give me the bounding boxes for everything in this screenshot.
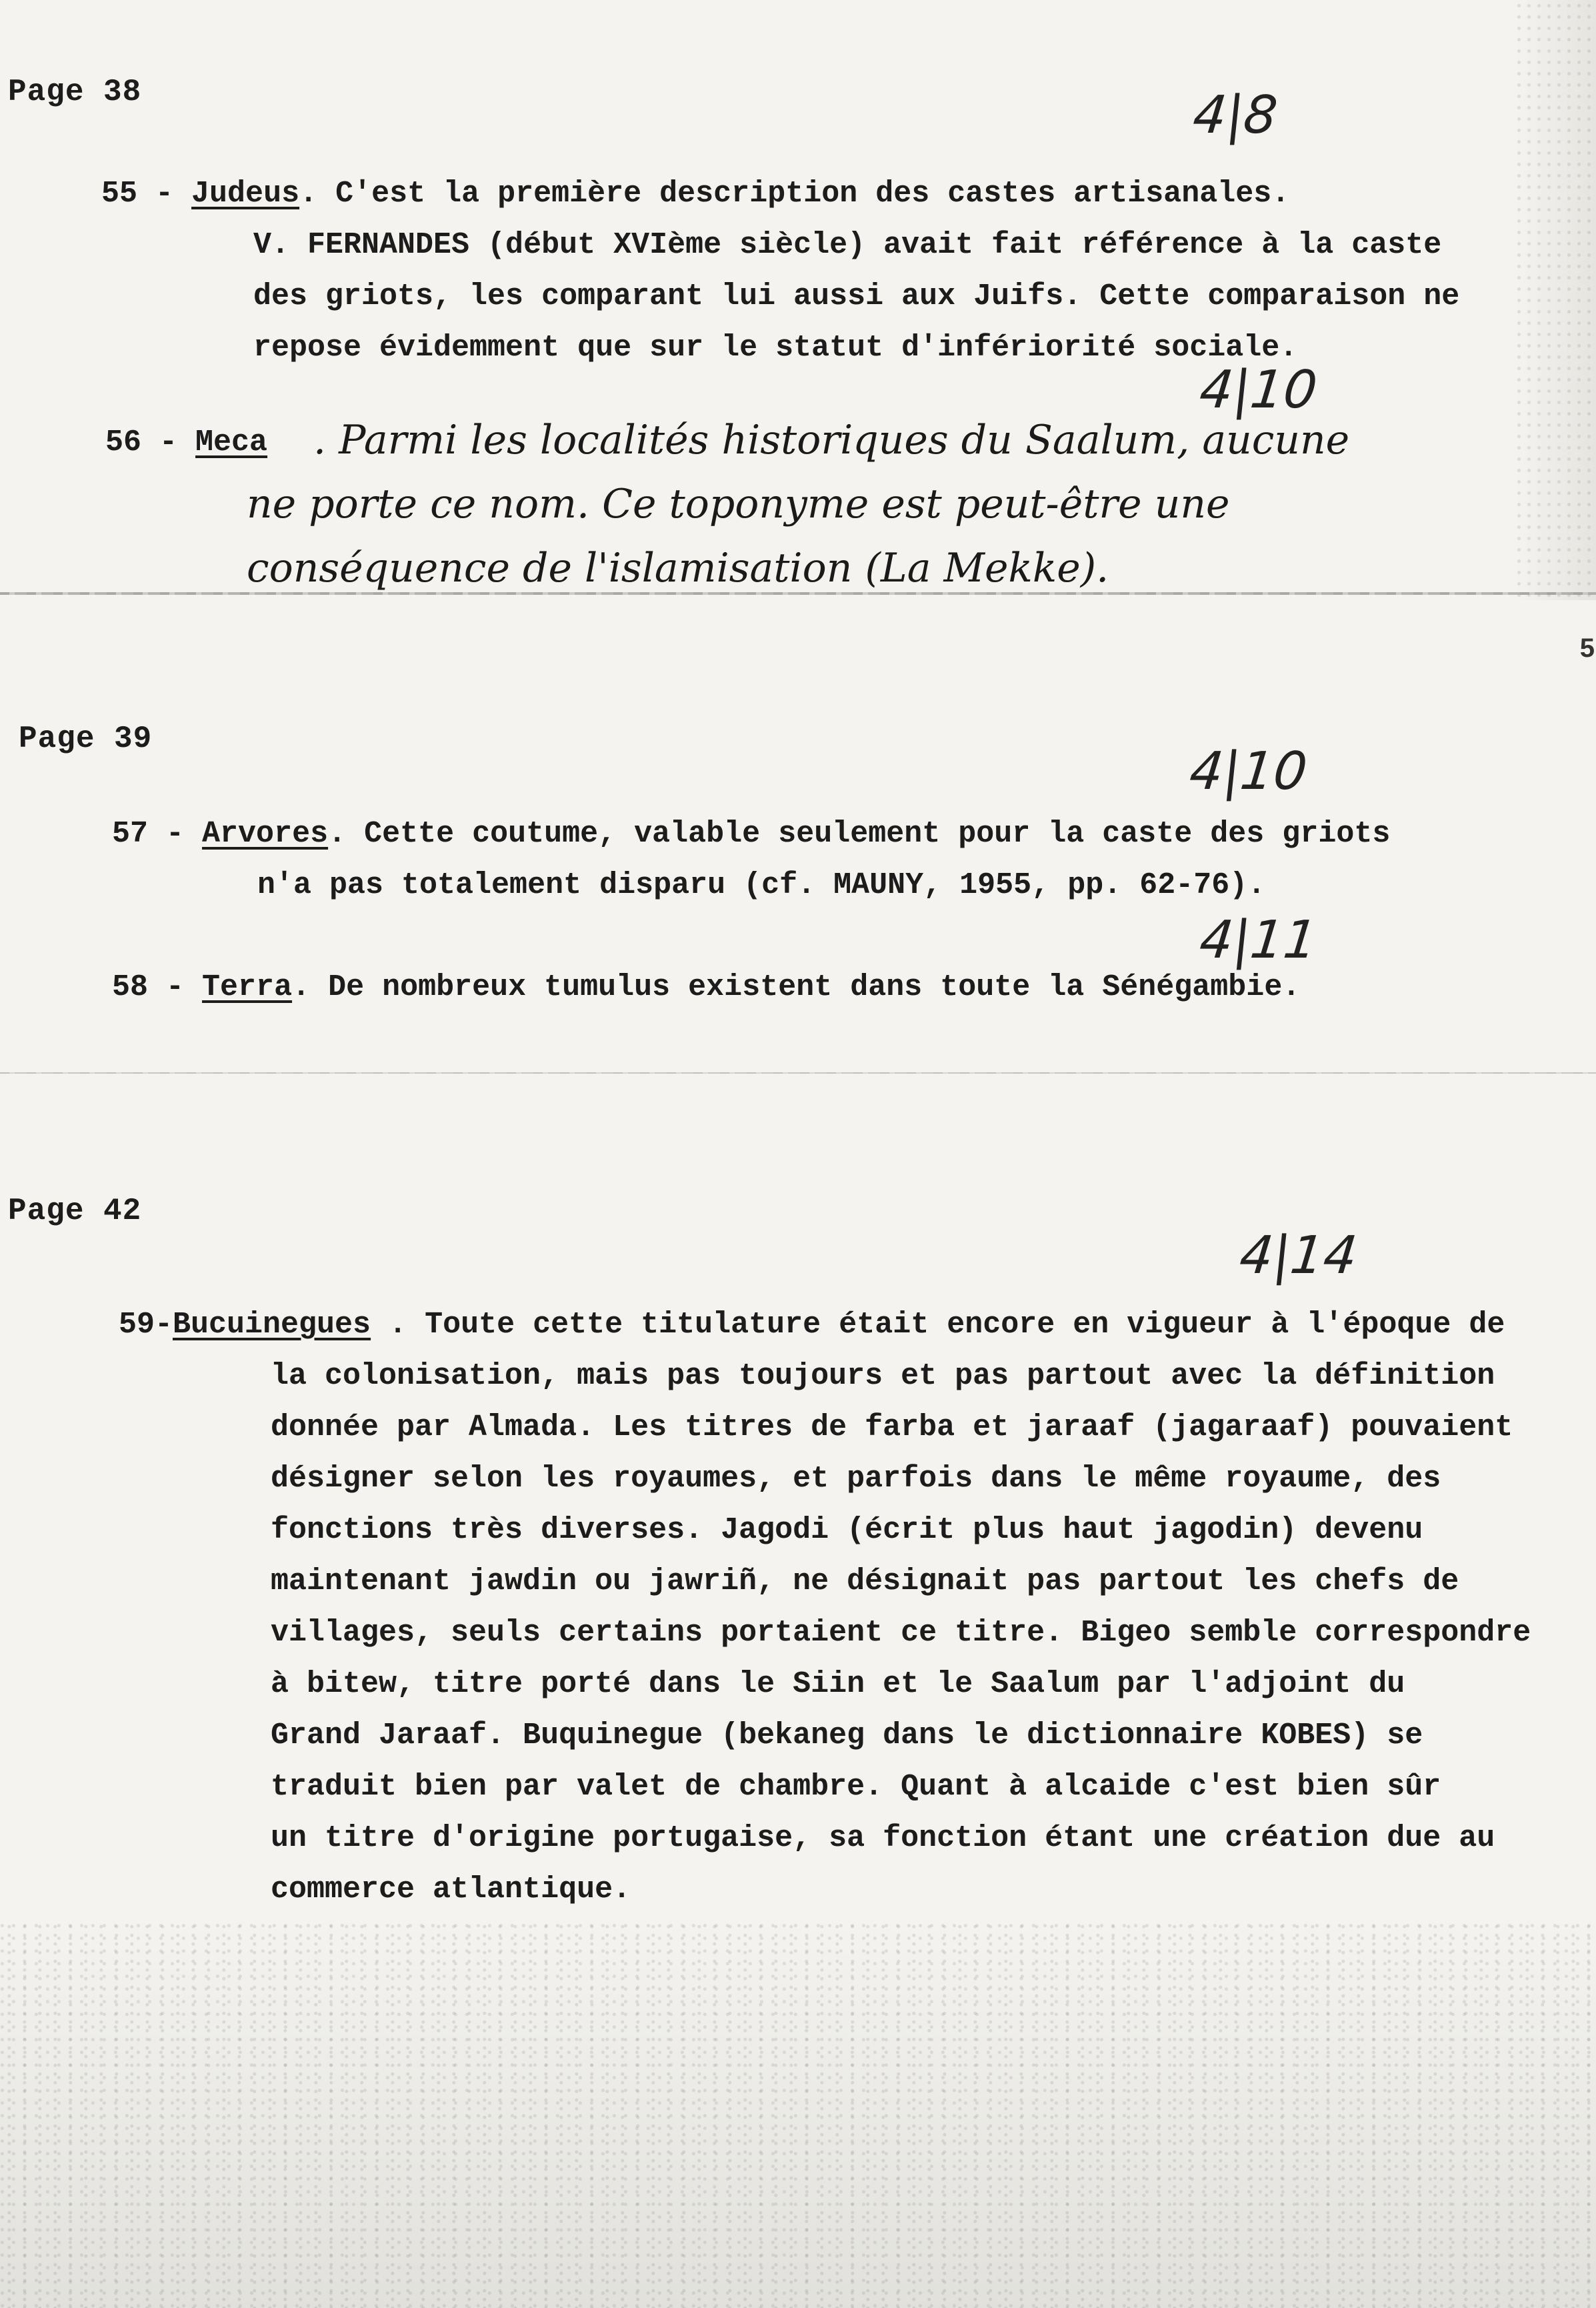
note-keyword: Terra [202, 970, 293, 1004]
note-line: Grand Jaraaf. Buquinegue (bekaneg dans le dictionnaire KOBES) se [271, 1718, 1423, 1753]
folio-number: 4|14 [1237, 1226, 1360, 1286]
note-line: à bitew, titre porté dans le Siin et le Saalum par l'adjoint du [271, 1667, 1405, 1701]
note-keyword: Meca [195, 425, 268, 459]
note-55 [101, 168, 1459, 373]
edge-mark: 5 [1579, 634, 1595, 663]
note-line: traduit bien par valet de chambre. Quant à alcaide c'est bien sûr [271, 1770, 1441, 1804]
note-line: . Cette coutume, valable seulement pour la caste des griots [328, 817, 1391, 851]
handwritten-line: . Parmi les localités historiques du Saalum, aucune [313, 417, 1350, 463]
note-number: 57 - [112, 817, 185, 851]
handwritten-line: ne porte ce nom. Ce toponyme est peut-être une [247, 481, 1230, 527]
handwritten-line: conséquence de l'islamisation (La Mekke). [247, 545, 1109, 592]
note-number: 58 - [112, 970, 185, 1004]
paper-edge-texture [1516, 0, 1596, 600]
note-57 [112, 808, 1390, 911]
note-line: commerce atlantique. [271, 1873, 631, 1907]
note-line: donnée par Almada. Les titres de farba et jaraaf (jagaraaf) pouvaient [271, 1410, 1513, 1444]
note-line: fonctions très diverses. Jagodi (écrit plus haut jagodin) devenu [271, 1513, 1423, 1547]
note-line: désigner selon les royaumes, et parfois dans le même royaume, des [271, 1462, 1441, 1496]
note-59 [119, 1299, 1531, 1915]
folio-number: 4|11 [1197, 910, 1320, 970]
note-58 [112, 962, 1300, 1013]
note-line: . C'est la première description des castes artisanales. [299, 177, 1290, 211]
folio-number: 4|10 [1187, 742, 1310, 802]
page-label-38: Page 38 [8, 75, 142, 109]
page-label-42: Page 42 [8, 1194, 142, 1228]
section-divider [0, 592, 1596, 595]
note-number: 55 - [101, 177, 174, 211]
note-number: 56 - [105, 425, 178, 459]
note-line: un titre d'origine portugaise, sa fonction étant une création due au [271, 1821, 1495, 1855]
note-line: V. FERNANDES (début XVIème siècle) avait fait référence à la caste [253, 228, 1442, 262]
note-line: n'a pas totalement disparu (cf. MAUNY, 1955, pp. 62-76). [257, 868, 1266, 902]
note-line: repose évidemment que sur le statut d'infériorité sociale. [253, 331, 1298, 365]
note-line: des griots, les comparant lui aussi aux Juifs. Cette comparaison ne [253, 279, 1460, 313]
note-keyword: Bucuinegues [173, 1308, 371, 1342]
note-line: . Toute cette titulature était encore en vigueur à l'époque de [371, 1308, 1505, 1342]
scan-noise-texture [0, 1921, 1596, 2308]
note-line: villages, seuls certains portaient ce titre. Bigeo semble correspondre [271, 1616, 1531, 1650]
note-keyword: Arvores [202, 817, 329, 851]
note-line: la colonisation, mais pas toujours et pas partout avec la définition [271, 1359, 1495, 1393]
note-keyword: Judeus [191, 177, 300, 211]
section-divider [0, 1072, 1596, 1074]
folio-number: 4|8 [1190, 85, 1281, 145]
note-number: 59- [119, 1308, 173, 1342]
note-56 [105, 417, 267, 468]
handwritten-annotation [247, 408, 1350, 600]
folio-number: 4|10 [1197, 360, 1320, 420]
note-line: maintenant jawdin ou jawriñ, ne désignait pas partout les chefs de [271, 1564, 1459, 1598]
page-label-39: Page 39 [19, 722, 153, 756]
note-line: . De nombreux tumulus existent dans toute la Sénégambie. [292, 970, 1301, 1004]
